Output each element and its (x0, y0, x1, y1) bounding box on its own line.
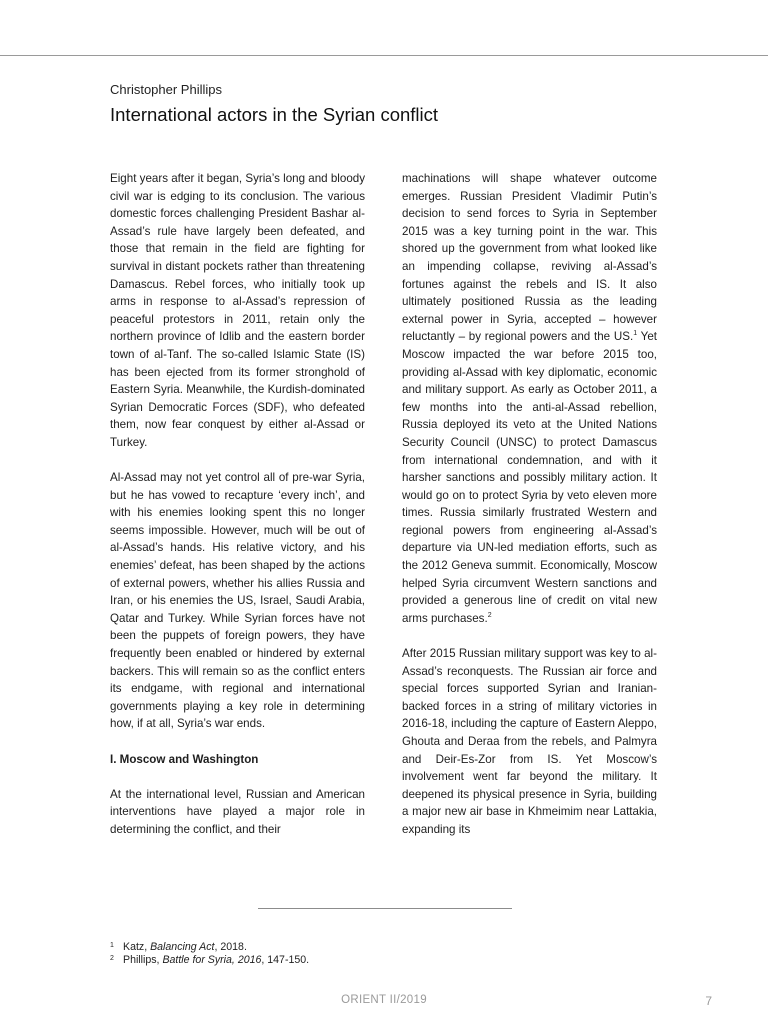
paragraph: Eight years after it began, Syria’s long and bloody civil war is edging to its conclusion. The various domestic forces challenging President Bashar al-Assad’s rule have largely been defeated, and those that remain in the field are fighting for survival in distant pockets rather than threatening Damascus. Rebel forces, who initially took up arms in response to al-Assad’s repression of peaceful protestors in 2011, retain only the northern province of Idlib and the eastern border town of al-Tanf. The so-called Islamic State (IS) has been ejected from its former stronghold of Eastern Syria. Meanwhile, the Kurdish-dominated Syrian Democratic Forces (SDF), who defeated them, now fear conquest by either al-Assad or Turkey. (110, 172, 366, 449)
footnote-ref[interactable]: 2 (487, 611, 492, 619)
page-number: 7 (705, 994, 712, 1008)
paragraph: Al-Assad may not yet control all of pre-war Syria, but he has vowed to recapture ‘every inch’, and with his enemies looking spent this no longer seems impossible. However, much will be out of al-Assad’s hands. His relative victory, and his enemies’ defeat, has been shaped by the actions of external powers, whether his allies Russia and Iran, or his enemies the US, Israel, Saudi Arabia, Qatar and Turkey. While Syrian forces have not been the puppets of foreign powers, they have frequently been enabled or hindered by external backers. This will remain so as the conflict enters its endgame, with regional and international governments playing a key role in determining how, if at all, Syria’s war ends. (110, 471, 365, 731)
right-column (402, 170, 657, 856)
paragraph-continued (402, 170, 657, 627)
top-rule (0, 55, 768, 56)
journal-footer: ORIENT II/2019 (341, 994, 427, 1006)
footnote-text: Katz, Balancing Act, 2018. (123, 941, 247, 953)
footnote-number: 1 (110, 942, 114, 949)
author-name: Christopher Phillips (110, 82, 222, 97)
footnote (110, 954, 309, 967)
footnote-rule (258, 908, 512, 909)
footnote-number: 2 (110, 955, 114, 963)
paragraph-text: At the international level, Russian and American interventions have played a major role in determining the conflict, and their (110, 787, 365, 836)
section-heading: I. Moscow and Washington (110, 752, 259, 766)
footnote-ref[interactable]: 1 (633, 330, 638, 338)
paragraph-text: Yet Moscow impacted the war before 2015 too, providing al-Assad with key diplomatic, economic and military support. As early as October 2011, a few months into the anti-al-Assad rebellion, Russia deployed its veto at the United Nations Security Council (UNSC) to protect Damascus from international condemnation, and with it harsher sanctions and possibly military action. It would go on to protect Syria by veto eleven more times. Russia similarly frustrated Western and regional powers from engineering al-Assad’s departure via UN-led mediation efforts, such as the 2012 Geneva summit. Economically, Moscow helped Syria circumvent Western sanctions and provided a generous line of credit on vital new arms purchases. (402, 330, 657, 625)
paragraph: After 2015 Russian military support was key to al-Assad’s reconquests. The Russian air force and special forces supported Syrian and Iranian-backed forces in a string of military victories in 2016-18, including the capture of Eastern Aleppo, Ghouta and Deraa from the rebels, and Palmyra and Deir-Es-Zor from IS. Yet Moscow’s involvement went far beyond the military. It deepened its physical presence in Syria, building a major new air base in Khmeimim near Lattakia, expanding its (402, 647, 657, 836)
paragraph-text: machinations will shape whatever outcome emerges. Russian President Vladimir Putin’s decision to send forces to Syria in September 2015 was a key turning point in the war. This shored up the government from what looked like an impending collapse, reviving al-Assad’s fortunes against the rebels and IS. It also ultimately positioned Russia as the leading external power in Syria, accepted – however reluctantly – by regional powers and the US. (402, 172, 657, 344)
footnote (110, 941, 309, 954)
left-column (110, 170, 365, 856)
paragraph-split-start (110, 786, 365, 839)
article-title: International actors in the Syrian conflict (110, 104, 439, 125)
footnote-text: Phillips, Battle for Syria, 2016, 147-150. (123, 954, 310, 967)
footnotes (110, 941, 309, 968)
